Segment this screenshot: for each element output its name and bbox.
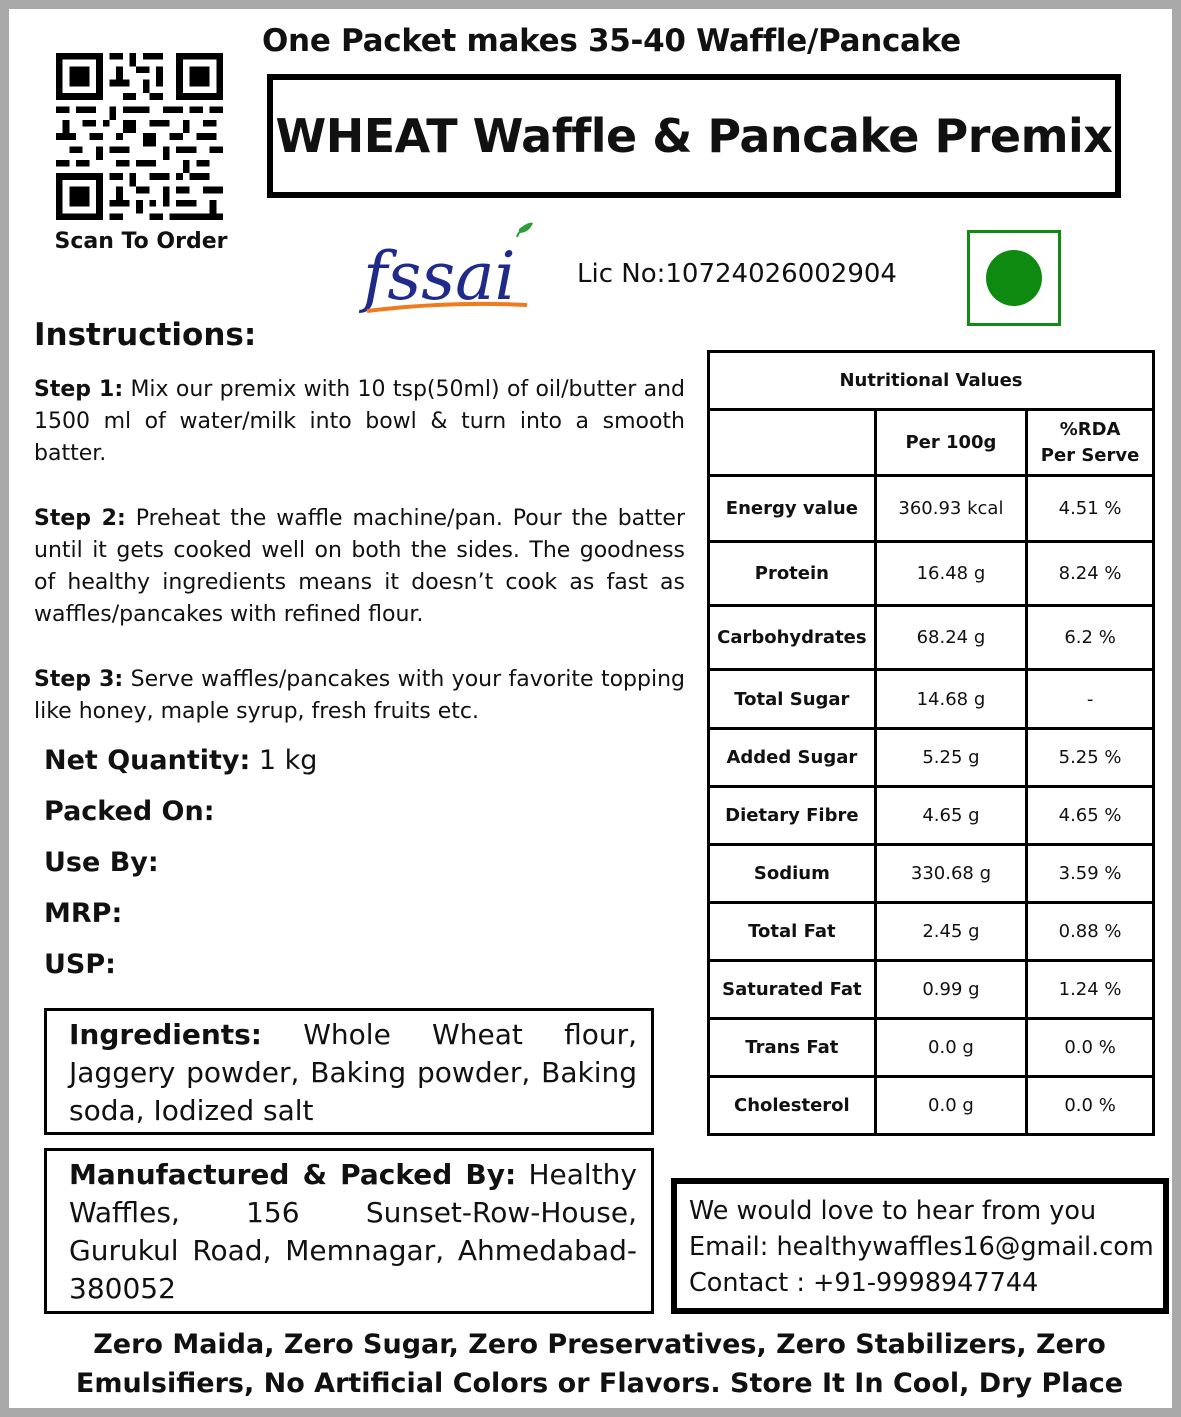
instruction-step-1 bbox=[34, 374, 685, 470]
nutrient-rda: 0.0 % bbox=[1027, 1077, 1154, 1135]
footer-line-1: Zero Maida, Zero Sugar, Zero Preservatives, Zero Stabilizers, Zero bbox=[93, 1329, 1106, 1360]
table-row bbox=[709, 845, 1154, 903]
nutrient-rda: 0.0 % bbox=[1027, 1019, 1154, 1077]
nutrient-rda: - bbox=[1027, 670, 1154, 729]
packed-on-label: Packed On: bbox=[44, 796, 215, 827]
nutrition-table bbox=[707, 350, 1155, 1136]
step-text: Preheat the waffle machine/pan. Pour the batter until it gets cooked well on both the sides. The goodness of healthy ingredients means it doesn’t cook as fast as waffles/pancakes with refined flour. bbox=[34, 506, 685, 627]
nutrient-name: Trans Fat bbox=[709, 1019, 876, 1077]
packet-yield: One Packet makes 35-40 Waffle/Pancake bbox=[262, 23, 961, 59]
fssai-logo-icon bbox=[359, 219, 539, 319]
nutrient-rda: 0.88 % bbox=[1027, 903, 1154, 961]
use-by-label: Use By: bbox=[44, 847, 159, 878]
mrp-label: MRP: bbox=[44, 898, 123, 929]
nutrient-rda: 6.2 % bbox=[1027, 606, 1154, 670]
mrp bbox=[44, 898, 122, 929]
nutrient-name: Dietary Fibre bbox=[709, 787, 876, 845]
nutrient-per100: 330.68 g bbox=[875, 845, 1026, 903]
nutrition-title-row bbox=[709, 352, 1154, 410]
contact-phone[interactable]: Contact : +91-9998947744 bbox=[689, 1268, 1039, 1298]
rda-header-line1: %RDA bbox=[1059, 418, 1121, 440]
table-row bbox=[709, 542, 1154, 606]
ingredients-label: Ingredients: bbox=[69, 1018, 263, 1051]
nutrient-name: Saturated Fat bbox=[709, 961, 876, 1019]
nutrient-per100: 0.0 g bbox=[875, 1019, 1026, 1077]
manufacturer-text: Healthy Waffles, 156 Sunset-Row-House, Gurukul Road, Memnagar, Ahmedabad-380052 bbox=[69, 1158, 637, 1305]
nutrient-per100: 68.24 g bbox=[875, 606, 1026, 670]
manufacturer-box bbox=[44, 1148, 654, 1314]
table-row bbox=[709, 606, 1154, 670]
table-row bbox=[709, 729, 1154, 787]
product-title-box bbox=[267, 74, 1121, 198]
step-label: Step 1: bbox=[34, 377, 124, 402]
packed-on bbox=[44, 796, 215, 827]
step-text: Serve waffles/pancakes with your favorite topping like honey, maple syrup, fresh fruits etc. bbox=[34, 667, 686, 724]
nutrient-rda: 1.24 % bbox=[1027, 961, 1154, 1019]
per-100g-header: Per 100g bbox=[875, 410, 1026, 476]
nutrient-per100: 2.45 g bbox=[875, 903, 1026, 961]
nutrition-title: Nutritional Values bbox=[709, 352, 1154, 410]
footer-line-2: Emulsifiers, No Artificial Colors or Flavors. Store It In Cool, Dry Place bbox=[75, 1368, 1124, 1399]
step-text: Mix our premix with 10 tsp(50ml) of oil/butter and 1500 ml of water/milk into bowl & turn into a smooth batter. bbox=[34, 377, 686, 466]
product-title: WHEAT Waffle & Pancake Premix bbox=[275, 109, 1113, 163]
nutrient-name: Carbohydrates bbox=[709, 606, 876, 670]
instructions-title: Instructions: bbox=[34, 317, 257, 353]
table-row bbox=[709, 903, 1154, 961]
nutrient-per100: 4.65 g bbox=[875, 787, 1026, 845]
nutrition-header-row bbox=[709, 410, 1154, 476]
net-quantity-label: Net Quantity: bbox=[44, 745, 251, 776]
nutrient-per100: 0.0 g bbox=[875, 1077, 1026, 1135]
nutrient-per100: 16.48 g bbox=[875, 542, 1026, 606]
nutrient-rda: 4.51 % bbox=[1027, 476, 1154, 542]
nutrient-name: Protein bbox=[709, 542, 876, 606]
usp-label: USP: bbox=[44, 949, 116, 980]
step-label: Step 2: bbox=[34, 506, 126, 531]
nutrient-rda: 4.65 % bbox=[1027, 787, 1154, 845]
ingredients-box bbox=[44, 1008, 654, 1135]
veg-mark-icon bbox=[967, 230, 1061, 326]
nutrient-per100: 14.68 g bbox=[875, 670, 1026, 729]
qr-code-icon[interactable] bbox=[56, 53, 223, 220]
fssai-logo-text: fssai bbox=[363, 238, 516, 315]
nutrient-rda: 8.24 % bbox=[1027, 542, 1154, 606]
nutrient-name: Cholesterol bbox=[709, 1077, 876, 1135]
step-label: Step 3: bbox=[34, 667, 124, 692]
nutrient-name: Energy value bbox=[709, 476, 876, 542]
manufacturer-label: Manufactured & Packed By: bbox=[69, 1158, 517, 1191]
table-row bbox=[709, 961, 1154, 1019]
nutrient-name: Total Sugar bbox=[709, 670, 876, 729]
table-row bbox=[709, 787, 1154, 845]
usp bbox=[44, 949, 116, 980]
nutrient-name: Sodium bbox=[709, 845, 876, 903]
license-number: Lic No:10724026002904 bbox=[577, 259, 897, 289]
nutrient-per100: 5.25 g bbox=[875, 729, 1026, 787]
table-row bbox=[709, 1019, 1154, 1077]
use-by bbox=[44, 847, 159, 878]
scan-to-order-label: Scan To Order bbox=[54, 229, 228, 254]
rda-header bbox=[1027, 410, 1154, 476]
rda-header-line2: Per Serve bbox=[1040, 444, 1140, 466]
instruction-step-2 bbox=[34, 503, 685, 631]
nutrient-per100: 0.99 g bbox=[875, 961, 1026, 1019]
net-quantity-value: 1 kg bbox=[250, 745, 318, 776]
nutrient-name: Total Fat bbox=[709, 903, 876, 961]
veg-dot bbox=[986, 250, 1042, 306]
net-quantity bbox=[44, 745, 317, 776]
instruction-step-3 bbox=[34, 664, 685, 728]
footer-claims bbox=[49, 1325, 1150, 1403]
nutrient-name: Added Sugar bbox=[709, 729, 876, 787]
table-row bbox=[709, 476, 1154, 542]
ingredients-text: Whole Wheat flour, Jaggery powder, Baking powder, Baking soda, Iodized salt bbox=[69, 1018, 637, 1127]
nutrient-column-header bbox=[709, 410, 876, 476]
table-row bbox=[709, 670, 1154, 729]
nutrient-rda: 3.59 % bbox=[1027, 845, 1154, 903]
contact-box bbox=[671, 1178, 1169, 1314]
table-row bbox=[709, 1077, 1154, 1135]
nutrient-rda: 5.25 % bbox=[1027, 729, 1154, 787]
contact-intro: We would love to hear from you bbox=[689, 1196, 1097, 1226]
nutrient-per100: 360.93 kcal bbox=[875, 476, 1026, 542]
contact-email[interactable]: Email: healthywaffles16@gmail.com bbox=[689, 1232, 1154, 1262]
